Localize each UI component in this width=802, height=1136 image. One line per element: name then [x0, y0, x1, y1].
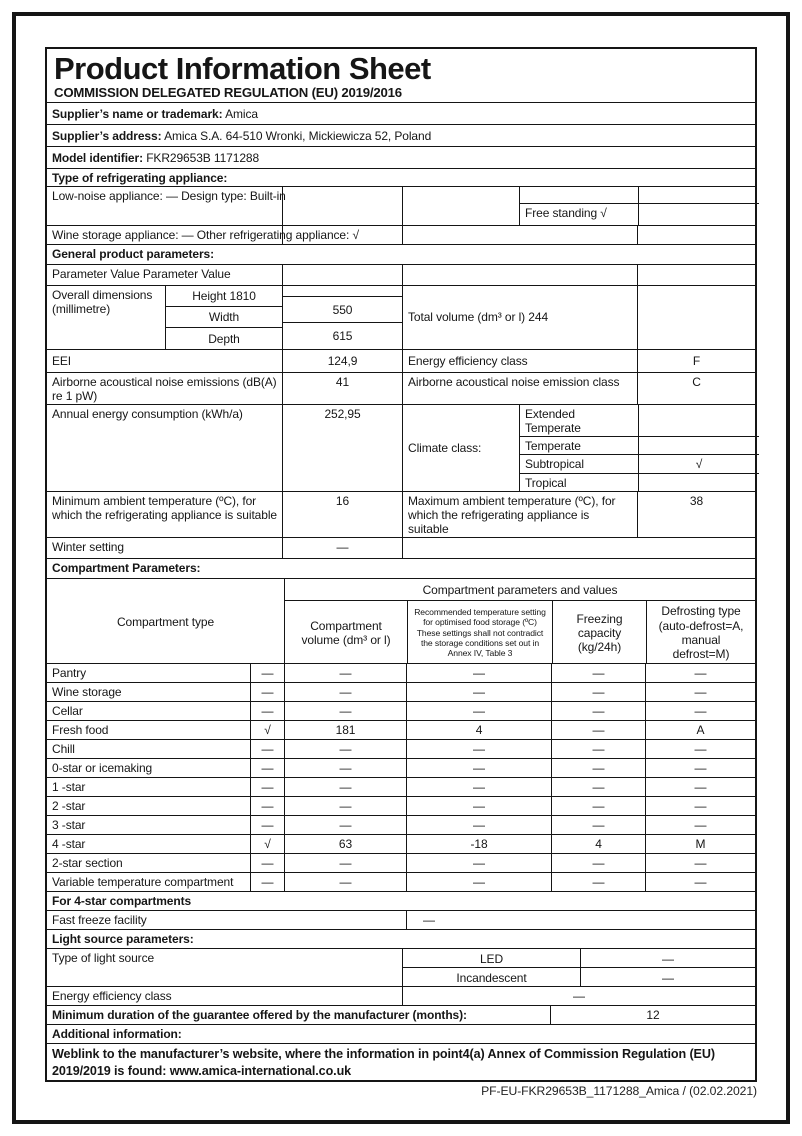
weblink-row	[47, 1043, 755, 1080]
model-identifier-value: FKR29653B 1171288	[146, 151, 260, 166]
compartment-defrost: —	[645, 702, 755, 720]
compartment-volume: —	[284, 854, 406, 872]
compartment-name: Fresh food	[52, 723, 109, 738]
compartment-present: —	[250, 664, 284, 682]
compartment-defrost: A	[645, 721, 755, 739]
table-row	[47, 739, 755, 758]
model-identifier-cell	[47, 149, 755, 166]
total-volume-cell: Total volume (dm³ or l) 244	[402, 286, 637, 349]
compartment-freezing: —	[551, 683, 645, 701]
compartment-freezing: —	[551, 664, 645, 682]
additional-header: Additional information:	[52, 1027, 182, 1042]
empty-cell	[637, 286, 755, 349]
four-star-header-row	[47, 891, 755, 910]
compartment-temp: 4	[406, 721, 551, 739]
compartment-defrost: —	[645, 873, 755, 891]
fast-freeze-row	[47, 910, 755, 929]
table-row	[47, 834, 755, 853]
compartment-name: 4 -star	[52, 837, 86, 852]
light-source-block	[47, 948, 755, 986]
table-row	[47, 663, 755, 682]
title-cell	[47, 49, 755, 102]
max-temp-value: 38	[637, 492, 755, 537]
table-row	[47, 853, 755, 872]
table-row	[520, 203, 759, 226]
model-identifier-row	[47, 146, 755, 168]
low-noise-label: Low-noise appliance: — Design type: Built-in	[52, 189, 286, 204]
four-star-header: For 4-star compartments	[52, 894, 192, 909]
supplier-name-row	[47, 102, 755, 124]
table-row	[47, 758, 755, 777]
compartment-volume: —	[284, 797, 406, 815]
compartment-defrost: —	[645, 759, 755, 777]
compartment-name: Pantry	[52, 666, 87, 681]
compartment-temp: —	[406, 759, 551, 777]
compartment-freezing: 4	[551, 835, 645, 853]
climate-class-stack	[519, 405, 759, 491]
empty-cell	[402, 226, 637, 243]
supplier-address-label: Supplier’s address:	[52, 129, 162, 144]
compartment-temp: —	[406, 664, 551, 682]
table-row	[283, 286, 402, 297]
energy-class-value: F	[637, 350, 755, 372]
table-row	[520, 405, 759, 436]
eei-value: 124,9	[282, 350, 402, 372]
compartment-type-header: Compartment type	[116, 614, 215, 629]
compartment-name: Chill	[52, 742, 75, 757]
table-row	[47, 701, 755, 720]
compartment-defrost: —	[645, 854, 755, 872]
compartment-group-header: Compartment parameters and values	[422, 583, 618, 598]
climate-option-value	[638, 405, 759, 436]
compartment-name: 1 -star	[52, 780, 86, 795]
empty-cell	[282, 187, 402, 225]
compartment-name: Cellar	[52, 704, 83, 719]
supplier-address-cell	[47, 127, 755, 144]
table-row	[520, 187, 759, 203]
compartment-volume: —	[284, 873, 406, 891]
empty-cell	[402, 265, 637, 285]
fast-freeze-value: —	[406, 911, 755, 929]
compartment-present: —	[250, 778, 284, 796]
climate-class-label: Climate class:	[402, 405, 519, 491]
parameter-value-label: Parameter Value Parameter Value	[52, 266, 231, 281]
table-row	[403, 967, 755, 986]
compartment-temp: —	[406, 816, 551, 834]
eei-row	[47, 349, 755, 372]
compartment-temp: —	[406, 854, 551, 872]
table-row	[285, 600, 755, 663]
compartment-name: 2 -star	[52, 799, 86, 814]
compartment-present: —	[250, 854, 284, 872]
dimension-name-stack	[165, 286, 282, 349]
climate-option-label: Temperate	[525, 439, 581, 454]
supplier-address-value: Amica S.A. 64-510 Wronki, Mickiewicza 52, Poland	[164, 129, 432, 144]
compartment-freezing: —	[551, 873, 645, 891]
defrosting-type-header: Defrosting type (auto-defrost=A, manual defrost=M)	[646, 601, 755, 663]
empty-cell	[282, 265, 402, 285]
compartment-name: 0-star or icemaking	[52, 761, 153, 776]
empty-cell	[638, 204, 759, 226]
energy-climate-block	[47, 404, 755, 491]
parameter-value-row	[47, 264, 755, 285]
compartment-section-header-row	[47, 558, 755, 578]
noise-class-value: C	[637, 373, 755, 404]
wine-storage-appliance-label: Wine storage appliance: — Other refrigerating appliance: √	[52, 228, 359, 243]
table-row	[47, 777, 755, 796]
light-eec-label: Energy efficiency class	[52, 989, 172, 1004]
guarantee-row	[47, 1005, 755, 1024]
table-row	[403, 949, 755, 967]
page-subtitle: COMMISSION DELEGATED REGULATION (EU) 2019/2016	[54, 84, 402, 100]
supplier-address-row	[47, 124, 755, 146]
compartment-name: 2-star section	[52, 856, 123, 871]
empty-cell	[520, 187, 638, 203]
table-row	[520, 473, 759, 491]
compartment-defrost: —	[645, 683, 755, 701]
compartment-volume: —	[284, 683, 406, 701]
supplier-name-label: Supplier’s name or trademark:	[52, 107, 223, 122]
winter-setting-row	[47, 537, 755, 558]
annual-energy-value: 252,95	[282, 405, 402, 491]
light-type-label: Type of light source	[52, 951, 155, 966]
table-row	[47, 682, 755, 701]
compartment-freezing: —	[551, 797, 645, 815]
table-row	[166, 286, 282, 306]
compartment-volume: 63	[284, 835, 406, 853]
light-eec-row	[47, 986, 755, 1005]
footer-reference: PF-EU-FKR29653B_1171288_Amica / (02.02.2021)	[481, 1084, 757, 1098]
table-row	[166, 306, 282, 327]
light-section-header-row	[47, 929, 755, 948]
table-row	[520, 436, 759, 454]
height-label: Height 1810	[192, 289, 256, 304]
compartment-defrost: M	[645, 835, 755, 853]
ambient-temperature-row	[47, 491, 755, 537]
compartment-defrost: —	[645, 816, 755, 834]
dimension-value-stack	[282, 286, 402, 349]
empty-cell	[637, 265, 755, 285]
supplier-name-cell	[47, 105, 755, 122]
dimensions-block	[47, 285, 755, 349]
table-row	[166, 327, 282, 348]
compartment-volume: —	[284, 778, 406, 796]
table-row	[520, 454, 759, 472]
climate-option-label: Extended Temperate	[525, 406, 581, 435]
empty-cell	[402, 187, 519, 225]
freezing-capacity-header: Freezing capacity (kg/24h)	[552, 601, 646, 663]
depth-value: 615	[332, 329, 353, 344]
climate-option-value	[638, 474, 759, 491]
climate-option-label: Tropical	[525, 475, 567, 490]
light-source-stack	[402, 949, 755, 986]
compartment-defrost: —	[645, 740, 755, 758]
dimensions-label: Overall dimensions (millimetre)	[52, 287, 153, 316]
weblink-text: Weblink to the manufacturer’s website, where the information in point4(a) Annex of Commission Regulation (EU) 2019/2019 is found: www.amica-international.co.uk	[52, 1047, 715, 1078]
compartment-temp: —	[406, 873, 551, 891]
light-section-header: Light source parameters:	[52, 932, 194, 947]
empty-cell	[402, 538, 755, 558]
compartment-temp: —	[406, 797, 551, 815]
compartment-temp: —	[406, 778, 551, 796]
product-info-table	[45, 47, 757, 1082]
recommended-temp-header: Recommended temperature setting for optimised food storage (ºC) These settings shall not contradict the storage conditions set out in Annex IV, Table 3	[407, 601, 552, 663]
annual-energy-label: Annual energy consumption (kWh/a)	[52, 406, 243, 421]
noise-value: 41	[282, 373, 402, 404]
compartment-temp: -18	[406, 835, 551, 853]
model-identifier-label: Model identifier:	[52, 151, 143, 166]
climate-option-value: √	[638, 455, 759, 472]
compartment-defrost: —	[645, 797, 755, 815]
low-noise-row	[47, 186, 755, 225]
height-value	[283, 286, 402, 297]
general-section-header: General product parameters:	[52, 246, 215, 261]
compartment-name: Variable temperature compartment	[52, 875, 234, 890]
general-section-header-row	[47, 244, 755, 264]
compartment-freezing: —	[551, 721, 645, 739]
compartment-present: —	[250, 759, 284, 777]
compartment-volume: 181	[284, 721, 406, 739]
min-temp-label: Minimum ambient temperature (ºC), for which the refrigerating appliance is suitable	[52, 493, 277, 522]
winter-setting-value: —	[282, 538, 402, 558]
width-value: 550	[332, 303, 353, 318]
compartment-present: —	[250, 683, 284, 701]
width-label: Width	[208, 310, 240, 325]
empty-cell	[637, 226, 755, 243]
compartment-section-header: Compartment Parameters:	[52, 561, 201, 576]
noise-row	[47, 372, 755, 404]
compartment-present: —	[250, 873, 284, 891]
wine-storage-appliance-row	[47, 225, 755, 243]
min-temp-value: 16	[282, 492, 402, 537]
table-row	[283, 322, 402, 348]
compartment-defrost: —	[645, 778, 755, 796]
compartment-freezing: —	[551, 854, 645, 872]
volume-header: Compartment volume (dm³ or l)	[301, 618, 391, 647]
energy-class-label: Energy efficiency class	[402, 350, 637, 372]
table-row	[47, 720, 755, 739]
light-option-label: Incandescent	[456, 970, 527, 985]
standing-type-stack	[519, 187, 759, 225]
light-option-label: LED	[479, 951, 504, 966]
compartment-present: —	[250, 740, 284, 758]
compartment-volume: —	[284, 759, 406, 777]
compartment-name: Wine storage	[52, 685, 122, 700]
climate-option-label: Subtropical	[525, 457, 584, 472]
eei-label: EEI	[52, 353, 72, 368]
compartment-params-stack	[284, 579, 755, 663]
compartment-freezing: —	[551, 778, 645, 796]
compartment-defrost: —	[645, 664, 755, 682]
compartment-present: —	[250, 816, 284, 834]
type-section-header-row	[47, 168, 755, 186]
table-row	[47, 815, 755, 834]
light-option-value: —	[580, 949, 755, 967]
compartment-volume: —	[284, 740, 406, 758]
max-temp-label: Maximum ambient temperature (ºC), for which the refrigerating appliance is suitable	[402, 492, 637, 537]
light-option-value: —	[580, 968, 755, 986]
table-row	[283, 296, 402, 322]
compartment-present: —	[250, 702, 284, 720]
noise-label: Airborne acoustical noise emissions (dB(A) re 1 pW)	[52, 374, 277, 403]
depth-label: Depth	[208, 331, 240, 346]
table-row	[285, 579, 755, 600]
light-eec-value: —	[402, 987, 755, 1005]
fast-freeze-label: Fast freeze facility	[52, 913, 147, 928]
type-section-header: Type of refrigerating appliance:	[52, 171, 228, 186]
compartment-volume: —	[284, 702, 406, 720]
guarantee-label: Minimum duration of the guarantee offered by the manufacturer (months):	[52, 1008, 467, 1023]
compartment-freezing: —	[551, 816, 645, 834]
compartment-freezing: —	[551, 740, 645, 758]
compartment-temp: —	[406, 683, 551, 701]
compartment-temp: —	[406, 702, 551, 720]
compartment-present: √	[250, 721, 284, 739]
compartment-present: —	[250, 797, 284, 815]
free-standing-cell: Free standing √	[525, 205, 607, 220]
compartment-temp: —	[406, 740, 551, 758]
winter-setting-label: Winter setting	[52, 540, 124, 555]
compartment-table-header	[47, 578, 755, 663]
noise-class-label: Airborne acoustical noise emission class	[402, 373, 637, 404]
compartment-volume: —	[284, 816, 406, 834]
table-row	[47, 872, 755, 891]
page-title: Product Information Sheet	[54, 51, 431, 86]
title-row	[47, 49, 755, 102]
compartment-name: 3 -star	[52, 818, 86, 833]
compartment-freezing: —	[551, 702, 645, 720]
climate-option-value	[638, 437, 759, 454]
empty-cell	[638, 187, 759, 203]
compartment-freezing: —	[551, 759, 645, 777]
compartment-volume: —	[284, 664, 406, 682]
additional-header-row	[47, 1024, 755, 1043]
supplier-name-value: Amica	[225, 107, 258, 122]
table-row	[47, 796, 755, 815]
compartment-present: √	[250, 835, 284, 853]
guarantee-value: 12	[550, 1006, 755, 1024]
